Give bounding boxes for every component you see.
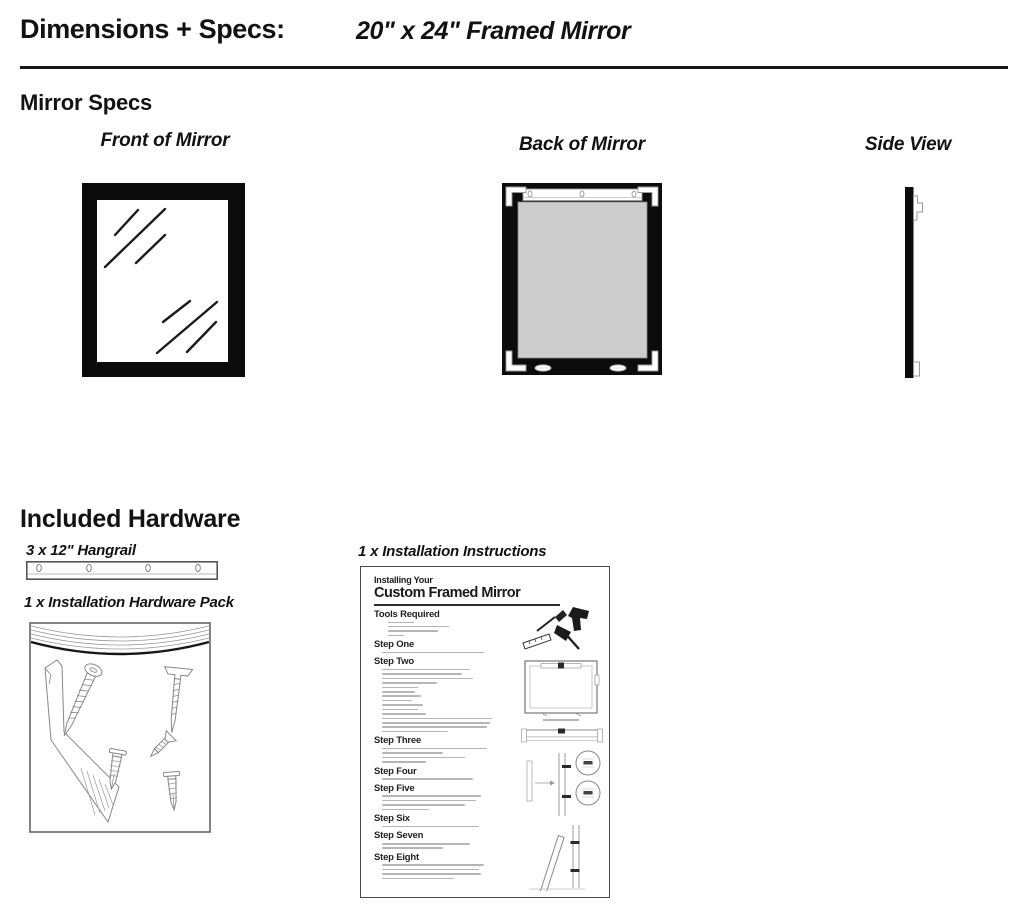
mirror-back-diagram-icon: [525, 661, 599, 721]
wall-mounting-diagram-icon: [527, 751, 600, 816]
front-glass: [97, 200, 228, 362]
sheet-section-heading: Tools Required: [374, 609, 440, 620]
sheet-text-block: [374, 652, 520, 654]
sheet-section: [374, 656, 520, 732]
sheet-section-heading: Step Five: [374, 782, 415, 794]
sheet-section: [374, 735, 520, 762]
back-of-mirror-label: Back of Mirror: [518, 134, 645, 155]
sheet-steps-column: [374, 609, 520, 882]
hangrail-figure: [26, 561, 218, 580]
side-view-label: Side View: [864, 134, 952, 155]
sheet-text-block: [374, 809, 520, 811]
sheet-text-block: [374, 687, 520, 715]
sheet-text-block: [374, 843, 520, 849]
sheet-section-heading: Step Seven: [374, 830, 424, 842]
sheet-diagrams-column: [521, 603, 605, 891]
sheet-section: [374, 813, 520, 827]
hardware-pack-figure: [29, 622, 211, 833]
instructions-label: 1 x Installation Instructions: [358, 543, 547, 560]
sheet-text-block: [374, 748, 520, 754]
side-view-figure: [898, 185, 928, 381]
sheet-text-block: [374, 669, 520, 684]
sheet-section: [374, 852, 520, 879]
sheet-title-line1: Installing Your: [374, 575, 433, 585]
sheet-title-line2: Custom Framed Mirror: [374, 585, 521, 601]
sheet-section-heading: Step One: [374, 639, 415, 651]
page-title: Dimensions + Specs:: [20, 14, 285, 44]
hangrail-on-back-icon: [523, 189, 642, 201]
sheet-section-heading: Step Eight: [374, 851, 419, 863]
sheet-section: [374, 830, 520, 848]
hardware-pack-label: 1 x Installation Hardware Pack: [24, 594, 234, 611]
instruction-sheet-figure: [360, 566, 610, 898]
sheet-section: [374, 783, 520, 810]
mirror-specs-heading: Mirror Specs: [20, 90, 153, 115]
back-mirror-figure: [502, 183, 662, 375]
side-bumper-icon: [914, 362, 920, 376]
sheet-section: [374, 609, 520, 636]
hang-mirror-diagram-icon: [529, 825, 585, 891]
hangrail-label: 3 x 12" Hangrail: [26, 542, 136, 559]
sheet-section: [374, 639, 520, 653]
front-mirror-figure: [82, 183, 245, 377]
sheet-text-block: [374, 718, 520, 733]
product-title: 20" x 24" Framed Mirror: [356, 17, 631, 45]
sheet-section: [374, 766, 520, 780]
included-hardware-heading: Included Hardware: [20, 505, 241, 533]
sheet-section-heading: Step Three: [374, 735, 422, 747]
side-cleat-icon: [914, 196, 923, 220]
tools-illustration-icon: [523, 607, 589, 649]
side-profile-bar: [905, 187, 914, 378]
sheet-text-block: [374, 757, 520, 763]
sheet-text-block: [374, 864, 520, 879]
sheet-section-heading: Step Two: [374, 656, 414, 668]
sheet-text-block: [374, 778, 520, 780]
backing-panel: [518, 202, 647, 358]
sheet-text-block: [374, 622, 520, 637]
header-divider: [20, 66, 1008, 69]
sheet-text-block: [374, 795, 520, 805]
hangrail-diagram-icon: [522, 729, 603, 743]
sheet-section-heading: Step Six: [374, 813, 410, 825]
sheet-text-block: [374, 826, 520, 828]
sheet-section-heading: Step Four: [374, 765, 417, 777]
front-of-mirror-label: Front of Mirror: [100, 130, 230, 151]
